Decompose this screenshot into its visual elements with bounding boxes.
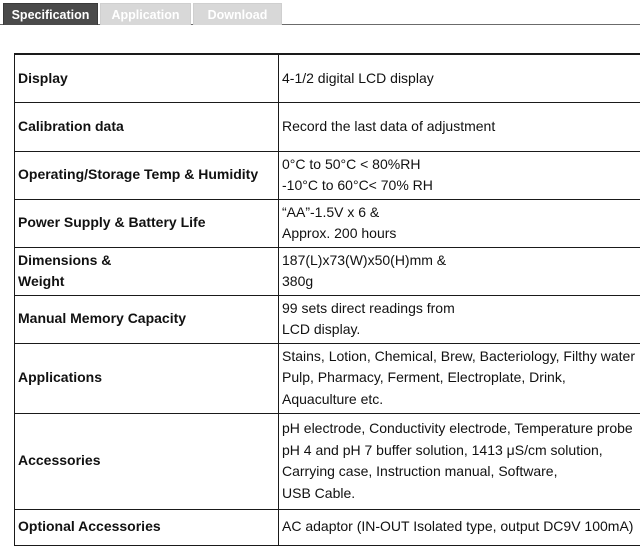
spec-label (15, 199, 279, 247)
spec-label-line: Calibration data (18, 116, 275, 138)
spec-value-line: 380g (282, 271, 640, 293)
spec-value-line: 99 sets direct readings from (282, 298, 640, 320)
spec-row-dimensions (15, 247, 640, 295)
spec-row-accessories (15, 413, 640, 509)
spec-row-applications (15, 343, 640, 413)
spec-value-line: Carrying case, Instruction manual, Software, (282, 461, 640, 483)
spec-label (15, 343, 279, 413)
spec-label (15, 151, 279, 199)
spec-value (279, 413, 640, 509)
spec-label-line: Dimensions & (18, 250, 275, 272)
tab-specification[interactable]: Specification (3, 3, 98, 25)
spec-row-power (15, 199, 640, 247)
spec-value-line: 0°C to 50°C < 80%RH (282, 154, 640, 176)
spec-value (279, 295, 640, 343)
spec-value-line: 187(L)x73(W)x50(H)mm & (282, 250, 640, 272)
tab-download[interactable]: Download (193, 3, 282, 25)
spec-label-line: Display (18, 68, 275, 90)
tab-application[interactable]: Application (100, 3, 191, 25)
spec-label-line: Accessories (18, 450, 275, 472)
spec-row-calibration (15, 102, 640, 151)
spec-row-memory (15, 295, 640, 343)
spec-label (15, 509, 279, 545)
spec-value-line: pH electrode, Conductivity electrode, Temperature probe (282, 418, 640, 440)
spec-value (279, 102, 640, 151)
spec-value-line: Approx. 200 hours (282, 223, 640, 245)
spec-label-line: Optional Accessories (18, 516, 275, 538)
spec-row-display (15, 54, 640, 102)
spec-value (279, 509, 640, 545)
specification-table (14, 53, 640, 546)
spec-label (15, 413, 279, 509)
spec-value-line: USB Cable. (282, 483, 640, 505)
tab-bar (0, 0, 640, 25)
spec-value-line: Record the last data of adjustment (282, 116, 640, 138)
spec-value-line: “AA”-1.5V x 6 & (282, 202, 640, 224)
spec-label-line: Applications (18, 367, 275, 389)
spec-value-line: 4-1/2 digital LCD display (282, 68, 640, 90)
spec-value-line: -10°C to 60°C< 70% RH (282, 175, 640, 197)
spec-label (15, 247, 279, 295)
spec-value-line: pH 4 and pH 7 buffer solution, 1413 μS/cm solution, (282, 440, 640, 462)
spec-value-line: Aquaculture etc. (282, 389, 640, 411)
spec-label-line: Weight (18, 271, 275, 293)
spec-value-line: AC adaptor (IN-OUT Isolated type, output DC9V 100mA) (282, 516, 640, 538)
spec-value (279, 199, 640, 247)
spec-row-temp-humidity (15, 151, 640, 199)
spec-label (15, 102, 279, 151)
spec-label (15, 295, 279, 343)
spec-label-line: Manual Memory Capacity (18, 308, 275, 330)
spec-value-line: Pulp, Pharmacy, Ferment, Electroplate, Drink, (282, 367, 640, 389)
spec-label (15, 54, 279, 102)
spec-value-line: Stains, Lotion, Chemical, Brew, Bacteriology, Filthy water (282, 346, 640, 368)
spec-value (279, 54, 640, 102)
spec-value (279, 343, 640, 413)
spec-row-optional-accessories (15, 509, 640, 545)
spec-value-line: LCD display. (282, 319, 640, 341)
spec-value (279, 247, 640, 295)
spec-label-line: Operating/Storage Temp & Humidity (18, 164, 275, 186)
spec-label-line: Power Supply & Battery Life (18, 212, 275, 234)
spec-value (279, 151, 640, 199)
